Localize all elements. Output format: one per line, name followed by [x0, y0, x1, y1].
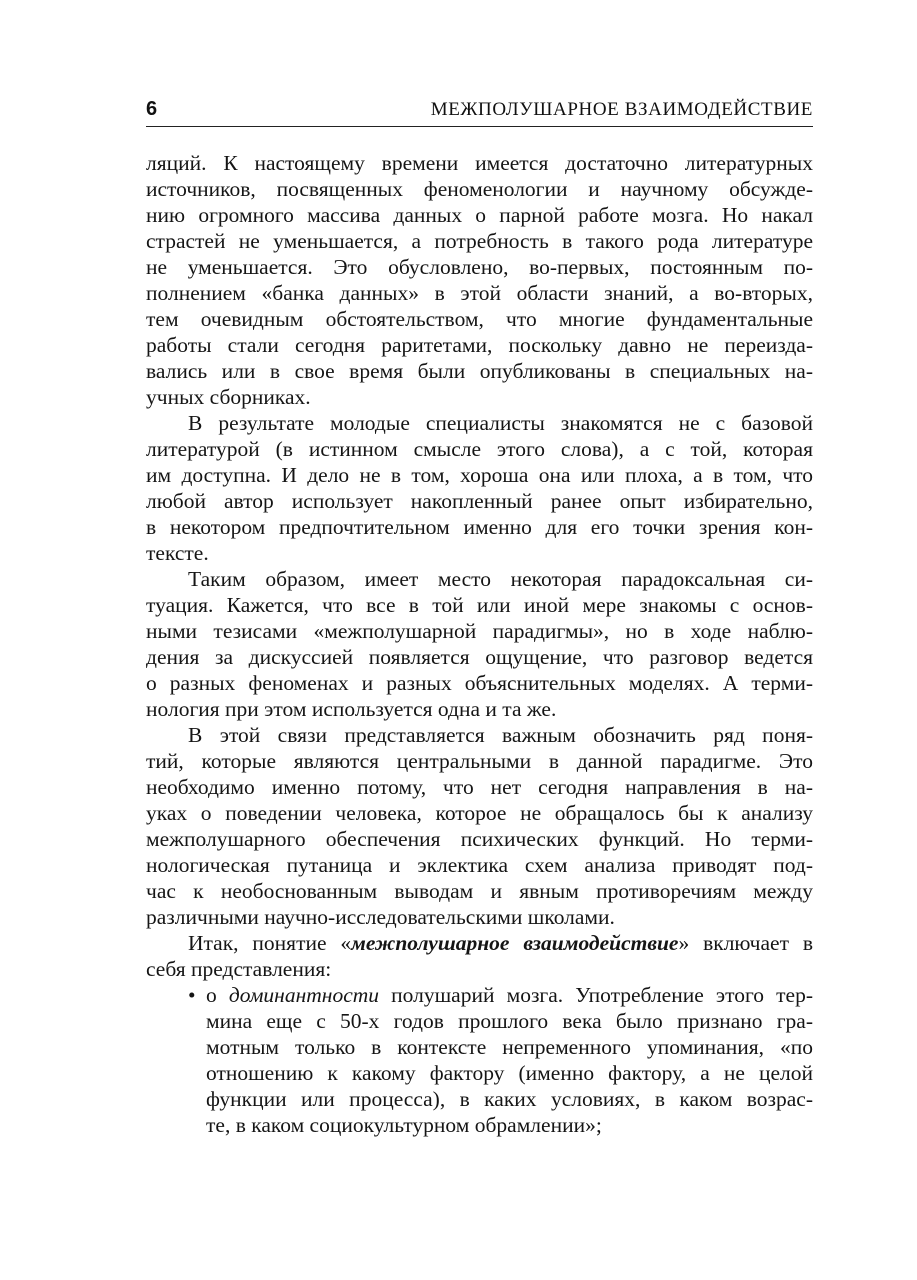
text-line: тий, которые являются центральными в данной парадигме. Это: [146, 749, 813, 773]
text-line: ляций. К настоящему времени имеется достаточно литературных: [146, 151, 813, 175]
paragraph-3: [146, 566, 813, 722]
text-line: тексте.: [146, 541, 209, 565]
text-line: час к необоснованным выводам и явным противоречиям между: [146, 879, 813, 903]
italic-term: доминантности: [228, 983, 380, 1007]
text-line: себя представления:: [146, 957, 332, 981]
text-line: различными научно-исследовательскими школами.: [146, 905, 615, 929]
page-body: [146, 150, 813, 1138]
text-line: работы стали сегодня раритетами, поскольку давно не переизда-: [146, 333, 813, 357]
text-line: источников, посвященных феноменологии и научному обсужде-: [146, 177, 813, 201]
running-title: МЕЖПОЛУШАРНОЕ ВЗАИМОДЕЙСТВИЕ: [430, 99, 813, 120]
text-line: полнением «банка данных» в этой области знаний, а во-вторых,: [146, 281, 813, 305]
paragraph-4: [146, 722, 813, 930]
text-run: о: [206, 983, 229, 1007]
text-line: нологическая путаница и эклектика схем анализа приводят под-: [146, 853, 813, 877]
text-line: нология при этом используется одна и та же.: [146, 697, 557, 721]
text-run: полушарий мозга. Употребление этого тер-: [379, 983, 813, 1007]
text-line: уках о поведении человека, которое не обращалось бы к анализу: [146, 801, 813, 825]
text-line: мотным только в контексте непременного упоминания, «по: [206, 1035, 813, 1059]
text-line: дения за дискуссией появляется ощущение, что разговор ведется: [146, 645, 813, 669]
text-line: учных сборниках.: [146, 385, 311, 409]
text-run: » включает в: [678, 931, 813, 955]
list-item: [146, 982, 813, 1138]
text-line: функции или процесса), в каких условиях, в каком возрас-: [206, 1087, 813, 1111]
text-line: вались или в свое время были опубликованы в специальных на-: [146, 359, 813, 383]
page-header: [146, 96, 813, 127]
text-line: о разных феноменах и разных объяснительных моделях. А терми-: [146, 671, 813, 695]
page-number: 6: [146, 98, 158, 120]
text-line: В этой связи представляется важным обозначить ряд поня-: [188, 723, 813, 747]
text-line: мина еще с 50-х годов прошлого века было признано гра-: [206, 1009, 813, 1033]
text-line: не уменьшается. Это обусловлено, во-первых, постоянным по-: [146, 255, 813, 279]
text-run: Итак, понятие «: [188, 931, 352, 955]
paragraph-2: [146, 410, 813, 566]
text-line: межполушарного обеспечения психических функций. Но терми-: [146, 827, 813, 851]
text-line: отношению к какому фактору (именно фактору, а не целой: [206, 1061, 813, 1085]
text-line: [146, 930, 813, 956]
paragraph-1: [146, 150, 813, 410]
bullet-list: [146, 982, 813, 1138]
text-line: в некотором предпочтительном именно для его точки зрения кон-: [146, 515, 813, 539]
bullet-icon: •: [188, 983, 196, 1007]
text-line: ными тезисами «межполушарной парадигмы», но в ходе наблю-: [146, 619, 813, 643]
text-line: Таким образом, имеет место некоторая парадоксальная си-: [188, 567, 813, 591]
text-line: литературой (в истинном смысле этого слова), а с той, которая: [146, 437, 813, 461]
text-line: [146, 982, 813, 1008]
text-line: любой автор использует накопленный ранее опыт избирательно,: [146, 489, 813, 513]
paragraph-5: [146, 930, 813, 982]
text-line: нию огромного массива данных о парной работе мозга. Но накал: [146, 203, 813, 227]
text-line: тем очевидным обстоятельством, что многие фундаментальные: [146, 307, 813, 331]
text-line: туация. Кажется, что все в той или иной мере знакомы с основ-: [146, 593, 813, 617]
text-line: необходимо именно потому, что нет сегодня направления в на-: [146, 775, 813, 799]
text-line: В результате молодые специалисты знакомятся не с базовой: [188, 411, 813, 435]
text-line: им доступна. И дело не в том, хороша она или плоха, а в том, что: [146, 463, 813, 487]
text-line: те, в каком социокультурном обрамлении»;: [206, 1113, 602, 1137]
defined-term: межполушарное взаимодействие: [351, 931, 679, 955]
text-line: страстей не уменьшается, а потребность в такого рода литературе: [146, 229, 813, 253]
